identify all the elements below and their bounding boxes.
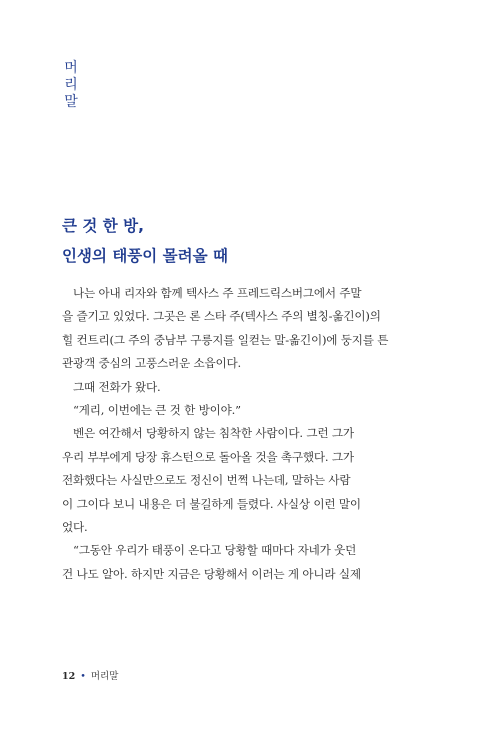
body-line: 힐 컨트리(그 주의 중남부 구릉지를 일컫는 말-옮긴이)에 둥지를 튼 bbox=[62, 332, 389, 347]
chapter-title-line-2: 인생의 태풍이 몰려올 때 bbox=[62, 247, 228, 265]
body-line: 그때 전화가 왔다. bbox=[73, 379, 161, 394]
page-number: 12 bbox=[62, 671, 76, 682]
section-heading-vertical bbox=[62, 60, 80, 111]
section-heading-char: 머 bbox=[64, 60, 78, 76]
body-line: “게리, 이번에는 큰 것 한 방이야.” bbox=[73, 402, 241, 417]
body-line: 우리 부부에게 당장 휴스턴으로 돌아올 것을 촉구했다. 그가 bbox=[62, 449, 354, 464]
body-line: 전화했다는 사실만으로도 정신이 번쩍 나는데, 말하는 사람 bbox=[62, 473, 351, 488]
section-heading-char: 리 bbox=[64, 77, 78, 93]
body-line: 을 즐기고 있었다. 그곳은 론 스타 주(텍사스 주의 별칭-옮긴이)의 bbox=[62, 309, 381, 324]
body-line: 벤은 여간해서 당황하지 않는 침착한 사람이다. 그런 그가 bbox=[73, 426, 354, 441]
page-footer bbox=[62, 668, 118, 682]
body-line: 나는 아내 리자와 함께 텍사스 주 프레드릭스버그에서 주말 bbox=[73, 286, 362, 300]
body-text bbox=[62, 282, 440, 586]
body-line: 었다. bbox=[62, 519, 88, 534]
body-line: 건 나도 알아. 하지만 지금은 당황해서 이러는 게 아니라 실제 bbox=[62, 566, 361, 581]
section-heading-char: 말 bbox=[64, 94, 78, 110]
body-line: 이 그이다 보니 내용은 더 불길하게 들렸다. 사실상 이런 말이 bbox=[62, 496, 361, 511]
footer-separator: • bbox=[80, 671, 86, 682]
chapter-title bbox=[62, 211, 228, 271]
footer-section-name: 머리말 bbox=[90, 671, 119, 682]
body-line: “그동안 우리가 태풍이 온다고 당황할 때마다 자네가 웃던 bbox=[73, 543, 357, 558]
chapter-title-line-1: 큰 것 한 방, bbox=[62, 217, 144, 235]
body-line: 관광객 중심의 고풍스러운 소읍이다. bbox=[62, 356, 241, 371]
